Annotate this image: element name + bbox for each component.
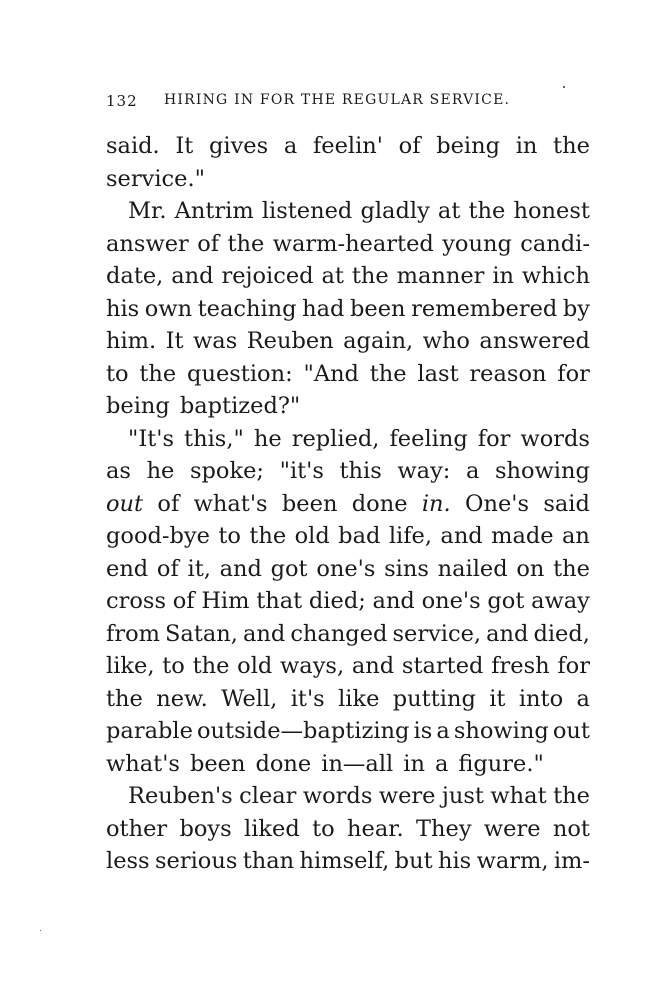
word: a bbox=[465, 458, 480, 484]
word: said. bbox=[106, 133, 160, 159]
word: and bbox=[351, 653, 395, 679]
text-line bbox=[106, 845, 590, 878]
word: honest bbox=[513, 198, 590, 224]
word: to bbox=[106, 360, 129, 387]
word: been bbox=[281, 490, 338, 517]
word: boys bbox=[179, 815, 232, 842]
word: life, bbox=[388, 523, 432, 549]
word: Mr. bbox=[128, 198, 167, 224]
text-line bbox=[106, 748, 590, 781]
word: by bbox=[562, 295, 590, 322]
word: were bbox=[378, 783, 436, 809]
word: listened bbox=[261, 198, 353, 224]
word: and bbox=[440, 523, 483, 549]
word: less bbox=[106, 848, 150, 874]
word: him. bbox=[106, 328, 157, 354]
word: been bbox=[189, 750, 246, 777]
text-line bbox=[106, 813, 590, 846]
word: a bbox=[436, 718, 450, 744]
word: in bbox=[515, 133, 538, 159]
word: young bbox=[442, 230, 512, 257]
word: Reuben bbox=[246, 328, 334, 354]
word: was bbox=[193, 328, 238, 354]
word: nailed bbox=[437, 555, 508, 582]
word: a bbox=[283, 133, 298, 159]
word: at bbox=[437, 198, 461, 224]
word: putting bbox=[392, 685, 476, 712]
word: of bbox=[157, 490, 180, 517]
word: died; bbox=[308, 588, 366, 614]
word: question: bbox=[187, 360, 293, 387]
word: what's bbox=[193, 490, 268, 517]
word: serious bbox=[154, 848, 238, 874]
word: had bbox=[302, 295, 345, 322]
word: this bbox=[339, 458, 382, 484]
word: he bbox=[253, 425, 282, 452]
word: of bbox=[172, 588, 195, 614]
word: into bbox=[518, 685, 564, 712]
word: and bbox=[486, 620, 529, 647]
word: old bbox=[294, 523, 330, 549]
running-head: HIRING IN FOR THE REGULAR SERVICE. bbox=[164, 92, 511, 108]
word: away bbox=[531, 588, 590, 614]
text-line bbox=[106, 195, 590, 228]
text-line bbox=[106, 650, 590, 683]
word: to bbox=[162, 653, 185, 679]
word: It bbox=[175, 133, 194, 159]
word: Well, bbox=[221, 685, 278, 712]
word: new. bbox=[156, 685, 208, 712]
print-speck bbox=[40, 930, 41, 931]
word: and bbox=[372, 588, 415, 614]
word: were bbox=[483, 815, 541, 842]
word: a bbox=[434, 750, 449, 777]
text-line bbox=[106, 455, 590, 488]
word: than bbox=[242, 848, 295, 874]
word: done bbox=[351, 490, 408, 517]
word: got bbox=[270, 555, 308, 582]
text-line bbox=[106, 260, 590, 293]
word: answered bbox=[479, 328, 590, 354]
word: good-bye bbox=[106, 523, 210, 549]
word: a bbox=[576, 685, 590, 712]
word: im- bbox=[553, 848, 590, 874]
word: one's bbox=[421, 588, 481, 614]
text-line bbox=[106, 488, 590, 521]
word: which bbox=[521, 263, 590, 289]
word: in bbox=[403, 750, 425, 777]
word: teaching bbox=[197, 295, 297, 322]
word: out bbox=[106, 490, 144, 517]
word: gives bbox=[209, 133, 269, 159]
word: manner bbox=[396, 263, 485, 289]
word: and bbox=[242, 620, 286, 647]
word: baptized?" bbox=[179, 393, 301, 419]
word: the bbox=[553, 555, 590, 582]
word: as bbox=[106, 458, 131, 484]
word: Reuben's bbox=[128, 783, 233, 809]
word: the bbox=[369, 360, 407, 387]
word: warm-hearted bbox=[272, 230, 434, 257]
word: what's bbox=[106, 750, 180, 777]
word: own bbox=[144, 295, 193, 322]
word: said bbox=[543, 490, 590, 517]
word: rejoiced bbox=[221, 263, 314, 289]
word: at bbox=[321, 263, 344, 289]
word: to bbox=[312, 815, 335, 842]
word: the bbox=[249, 523, 287, 549]
body-text bbox=[106, 130, 590, 878]
word: out bbox=[552, 718, 590, 744]
word: being bbox=[106, 393, 170, 419]
word: got bbox=[487, 588, 525, 614]
word: in bbox=[492, 263, 515, 289]
word: being bbox=[436, 133, 501, 159]
text-line bbox=[106, 293, 590, 326]
word: the bbox=[553, 133, 590, 159]
word: the bbox=[192, 653, 230, 679]
word: Antrim bbox=[174, 198, 254, 224]
text-line bbox=[106, 618, 590, 651]
word: his bbox=[437, 848, 472, 874]
word: what bbox=[490, 783, 547, 809]
word: on bbox=[516, 555, 545, 582]
word: end bbox=[106, 555, 149, 582]
word: reason bbox=[469, 360, 547, 387]
word: he bbox=[146, 458, 175, 484]
word: done bbox=[255, 750, 312, 777]
word: It bbox=[165, 328, 184, 354]
word: for bbox=[557, 653, 590, 679]
word: changed bbox=[290, 620, 388, 647]
word: liked bbox=[244, 815, 300, 842]
text-line bbox=[106, 553, 590, 586]
word: this," bbox=[184, 425, 244, 452]
word: Him bbox=[201, 588, 250, 614]
word: an bbox=[562, 523, 590, 549]
word: service, bbox=[392, 620, 482, 647]
word: died, bbox=[533, 620, 590, 647]
word: for bbox=[557, 360, 590, 387]
text-line bbox=[106, 358, 590, 391]
text-line bbox=[106, 585, 590, 618]
text-line bbox=[106, 325, 590, 358]
word: the bbox=[351, 263, 389, 289]
word: the bbox=[106, 685, 143, 712]
word: the bbox=[139, 360, 177, 387]
text-line bbox=[106, 130, 590, 163]
word: ways, bbox=[280, 653, 345, 679]
word: other bbox=[106, 815, 168, 842]
word: it, bbox=[187, 555, 211, 582]
word: showing bbox=[453, 718, 549, 744]
word: "And bbox=[303, 360, 359, 387]
word: showing bbox=[494, 458, 590, 484]
word: service." bbox=[106, 165, 205, 192]
word: bad bbox=[338, 523, 381, 549]
word: like bbox=[338, 685, 380, 712]
word: is bbox=[413, 718, 433, 744]
word: the bbox=[468, 198, 506, 224]
text-line bbox=[106, 423, 590, 456]
word: to bbox=[218, 523, 241, 549]
word: who bbox=[422, 328, 470, 354]
word: spoke; bbox=[189, 458, 264, 484]
word: "It's bbox=[128, 425, 175, 452]
word: fresh bbox=[491, 653, 550, 679]
word: and bbox=[219, 555, 262, 582]
word: like, bbox=[106, 653, 155, 679]
text-line bbox=[106, 228, 590, 261]
word: made bbox=[491, 523, 554, 549]
word: cross bbox=[106, 588, 166, 614]
word: just bbox=[441, 783, 484, 809]
word: of bbox=[156, 555, 179, 582]
word: One's bbox=[465, 490, 530, 517]
word: it's bbox=[290, 685, 325, 712]
word: for bbox=[477, 425, 511, 452]
print-speck bbox=[563, 86, 565, 88]
text-line bbox=[106, 780, 590, 813]
word: gladly bbox=[360, 198, 430, 224]
word: remembered bbox=[411, 295, 558, 322]
word: parable bbox=[106, 718, 193, 744]
word: They bbox=[416, 815, 472, 842]
word: way: bbox=[397, 458, 451, 484]
word: sins bbox=[384, 555, 429, 582]
word: of bbox=[398, 133, 421, 159]
word: the bbox=[553, 783, 590, 809]
word: date, bbox=[106, 263, 164, 289]
page-number: 132 bbox=[106, 92, 138, 110]
word: his bbox=[106, 295, 140, 322]
word: himself, bbox=[299, 848, 390, 874]
word: warm, bbox=[476, 848, 549, 874]
word: the bbox=[227, 230, 265, 257]
word: from bbox=[106, 620, 160, 647]
word: replied, bbox=[291, 425, 380, 452]
word: feelin' bbox=[312, 133, 383, 159]
word: "it's bbox=[279, 458, 324, 484]
word: Satan, bbox=[165, 620, 238, 647]
word: figure." bbox=[458, 750, 544, 777]
word: last bbox=[417, 360, 459, 387]
text-line bbox=[106, 163, 590, 196]
word: but bbox=[394, 848, 433, 874]
word: again, bbox=[343, 328, 414, 354]
word: in—all bbox=[321, 750, 394, 777]
word: words bbox=[520, 425, 590, 452]
word: old bbox=[237, 653, 273, 679]
word: been bbox=[350, 295, 406, 322]
word: of bbox=[197, 230, 220, 257]
word: clear bbox=[239, 783, 297, 809]
text-line bbox=[106, 520, 590, 553]
word: answer bbox=[106, 230, 189, 257]
text-line bbox=[106, 715, 590, 748]
word: words bbox=[302, 783, 373, 809]
word: hear. bbox=[347, 815, 404, 842]
word: that bbox=[256, 588, 303, 614]
word: not bbox=[552, 815, 590, 842]
word: started bbox=[401, 653, 484, 679]
word: one's bbox=[316, 555, 376, 582]
word: and bbox=[171, 263, 214, 289]
page-header bbox=[106, 92, 566, 114]
word: feeling bbox=[389, 425, 468, 452]
text-line bbox=[106, 683, 590, 716]
word: outside—baptizing bbox=[196, 718, 410, 744]
word: it bbox=[489, 685, 506, 712]
text-line bbox=[106, 390, 590, 423]
word: in. bbox=[421, 490, 451, 517]
word: candi- bbox=[520, 230, 590, 257]
